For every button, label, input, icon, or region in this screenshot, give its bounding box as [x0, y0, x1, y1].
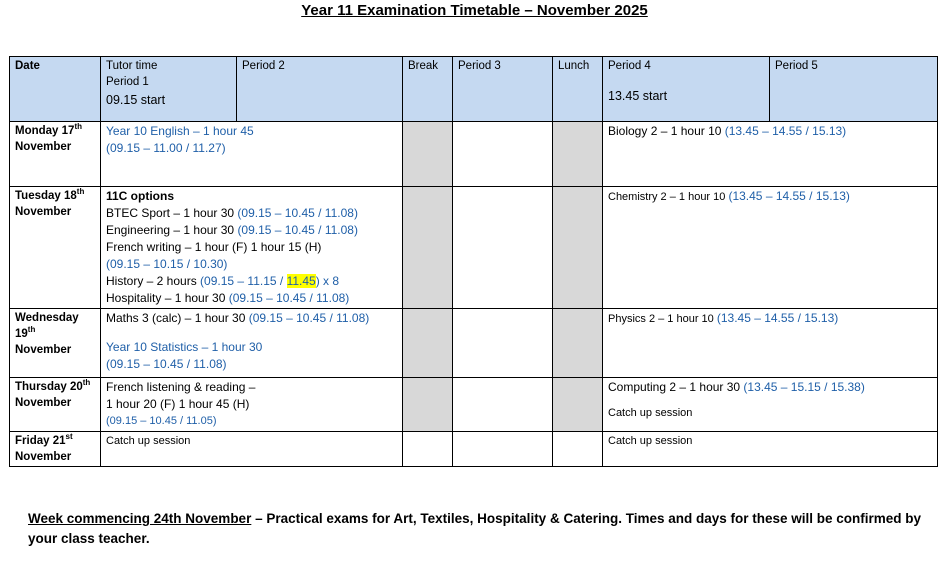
friday-break — [403, 432, 453, 467]
thursday-am-exam: French listening & reading – 1 hour 20 (F) 1 hour 45 (H) (09.15 – 10.45 / 11.05) — [101, 378, 403, 432]
wednesday-period3 — [453, 309, 553, 378]
monday-period3 — [453, 122, 553, 187]
tuesday-row — [10, 187, 938, 309]
exam-statistics-time: (09.15 – 10.45 / 11.08) — [106, 357, 227, 371]
wednesday-date: Wednesday 19th November — [10, 309, 101, 378]
monday-lunch — [553, 122, 603, 187]
friday-lunch — [553, 432, 603, 467]
week-commencing: Week commencing 24th November — [28, 511, 252, 526]
header-period3: Period 3 — [453, 57, 553, 122]
header-period4-label: Period 4 — [608, 60, 651, 72]
friday-am-catch-up: Catch up session — [101, 432, 403, 467]
header-period2: Period 2 — [237, 57, 403, 122]
wednesday-row — [10, 309, 938, 378]
practical-exams-note: Week commencing 24th November – Practical exams for Art, Textiles, Hospitality & Catering. Times and days for these will be confirmed by your class teacher. — [28, 511, 922, 546]
exam-btec-sport: BTEC Sport – 1 hour 30 (09.15 – 10.45 / 11.08) — [106, 206, 358, 220]
wednesday-am-exams — [101, 309, 403, 378]
exam-timetable — [9, 56, 938, 467]
friday-date: Friday 21st November — [10, 432, 101, 467]
header-tutor-time: Tutor time — [106, 60, 158, 72]
friday-pm-catch-up: Catch up session — [603, 432, 938, 467]
tuesday-period3 — [453, 187, 553, 309]
header-period1 — [101, 57, 237, 122]
exam-maths: Maths 3 (calc) – 1 hour 30 (09.15 – 10.45 / 11.08) — [106, 311, 370, 325]
header-row — [10, 57, 938, 122]
exam-hospitality: Hospitality – 1 hour 30 (09.15 – 10.45 / 11.08) — [106, 291, 350, 305]
exam-statistics: Year 10 Statistics – 1 hour 30 — [106, 340, 263, 354]
header-period1-label: Period 1 — [106, 76, 149, 88]
friday-row — [10, 432, 938, 467]
monday-row — [10, 122, 938, 187]
thursday-period3 — [453, 378, 553, 432]
friday-period3 — [453, 432, 553, 467]
page-title: Year 11 Examination Timetable – November 2025 — [301, 2, 648, 19]
monday-pm-exam: Biology 2 – 1 hour 10 (13.45 – 14.55 / 15.13) — [603, 122, 938, 187]
thursday-break — [403, 378, 453, 432]
header-start-am: 09.15 start — [106, 93, 166, 107]
options-heading: 11C options — [106, 189, 175, 203]
exam-french-writing-time: (09.15 – 10.15 / 10.30) — [106, 257, 228, 271]
header-period5: Period 5 — [770, 57, 938, 122]
thursday-row — [10, 378, 938, 432]
tuesday-date: Tuesday 18th November — [10, 187, 101, 309]
monday-break — [403, 122, 453, 187]
wednesday-lunch — [553, 309, 603, 378]
header-break: Break — [403, 57, 453, 122]
tuesday-am-exams — [101, 187, 403, 309]
thursday-date: Thursday 20th November — [10, 378, 101, 432]
highlighted-time: 11.45 — [286, 274, 316, 288]
exam-engineering: Engineering – 1 hour 30 (09.15 – 10.45 / 11.08) — [106, 223, 358, 237]
thursday-pm-exam: Computing 2 – 1 hour 30 (13.45 – 15.15 / 15.38) Catch up session — [603, 378, 938, 432]
tuesday-break — [403, 187, 453, 309]
thursday-lunch — [553, 378, 603, 432]
tuesday-lunch — [553, 187, 603, 309]
wednesday-break — [403, 309, 453, 378]
monday-am-exam: Year 10 English – 1 hour 45 (09.15 – 11.00 / 11.27) — [101, 122, 403, 187]
thursday-catch-up: Catch up session — [608, 407, 693, 419]
exam-french-writing: French writing – 1 hour (F) 1 hour 15 (H) — [106, 240, 322, 254]
tuesday-pm-exam: Chemistry 2 – 1 hour 10 (13.45 – 14.55 / 15.13) — [603, 187, 938, 309]
monday-date: Monday 17th November — [10, 122, 101, 187]
header-date: Date — [10, 57, 101, 122]
exam-history: History – 2 hours (09.15 – 11.15 / 11.45) x 8 — [106, 274, 340, 288]
header-lunch: Lunch — [553, 57, 603, 122]
wednesday-pm-exam: Physics 2 – 1 hour 10 (13.45 – 14.55 / 15.13) — [603, 309, 938, 378]
header-start-pm: 13.45 start — [608, 89, 668, 103]
header-period4 — [603, 57, 770, 122]
